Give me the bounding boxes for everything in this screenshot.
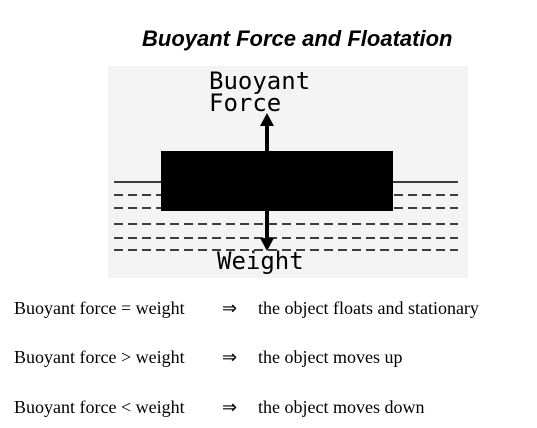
statement-condition: Buoyant force = weight bbox=[14, 298, 185, 318]
statement-moves-down bbox=[14, 397, 424, 418]
statement-floats bbox=[14, 298, 479, 319]
floating-block bbox=[161, 151, 393, 211]
buoyant-force-label-line1: Buoyant bbox=[209, 67, 311, 95]
statement-condition: Buoyant force > weight bbox=[14, 347, 185, 367]
statement-moves-up bbox=[14, 347, 402, 368]
weight-label: Weight bbox=[217, 247, 304, 275]
buoyant-force-label-line2: Force bbox=[209, 89, 282, 117]
implies-arrow: ⇒ bbox=[222, 397, 238, 417]
implies-arrow: ⇒ bbox=[222, 298, 238, 318]
statement-result: the object moves down bbox=[258, 397, 425, 417]
statement-condition: Buoyant force < weight bbox=[14, 397, 185, 417]
statement-result: the object moves up bbox=[258, 347, 403, 367]
page-title: Buoyant Force and Floatation bbox=[142, 26, 453, 51]
statement-result: the object floats and stationary bbox=[258, 298, 479, 318]
implies-arrow: ⇒ bbox=[222, 347, 238, 367]
